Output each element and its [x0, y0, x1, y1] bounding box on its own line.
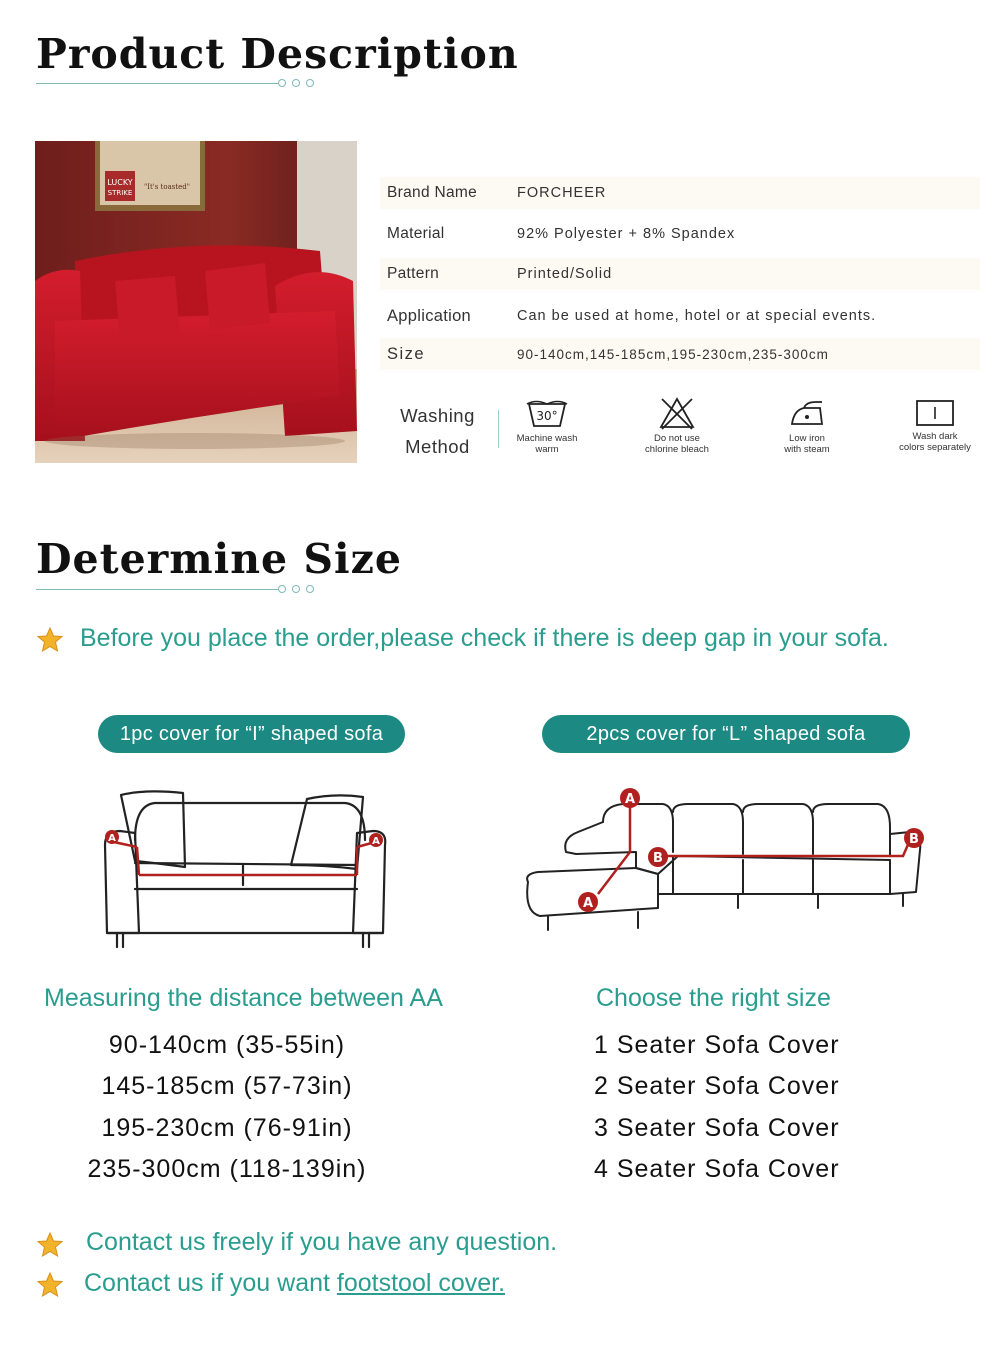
contact-footstool-text: Contact us if you want — [84, 1269, 337, 1297]
i-shape-label: 1pc cover for “I” shaped sofa — [98, 715, 405, 753]
measure-heading: Measuring the distance between AA — [44, 984, 443, 1012]
size-option: 195-230cm (76-91in) — [101, 1114, 353, 1142]
seater-option: 2 Seater Sofa Cover — [594, 1072, 840, 1100]
spec-value: FORCHEER — [517, 185, 607, 201]
gap-notice: Before you place the order,please check if there is deep gap in your sofa. — [80, 624, 889, 652]
contact-footstool — [84, 1269, 505, 1298]
wash-30-icon: 30° Machine wash warm — [492, 398, 602, 455]
spec-value: Can be used at home, hotel or at special events. — [517, 308, 877, 324]
l-shaped-sofa-diagram — [518, 782, 933, 942]
spec-value: 90-140cm,145-185cm,195-230cm,235-300cm — [517, 346, 829, 362]
product-photo — [35, 141, 357, 463]
svg-text:LUCKY: LUCKY — [107, 178, 133, 187]
footstool-cover-link[interactable]: footstool cover. — [336, 1269, 506, 1297]
star-icon — [36, 1231, 64, 1259]
seater-option: 4 Seater Sofa Cover — [594, 1155, 840, 1183]
choose-size-heading: Choose the right size — [596, 984, 831, 1012]
spec-label: Pattern — [387, 265, 440, 282]
spec-label: Brand Name — [387, 184, 478, 201]
size-option: 235-300cm (118-139in) — [87, 1155, 367, 1183]
spec-row-application — [380, 300, 980, 332]
seater-option: 1 Seater Sofa Cover — [594, 1031, 840, 1059]
l-shape-label: 2pcs cover for “L” shaped sofa — [542, 715, 910, 753]
wash-dark-icon: Wash dark colors separately — [880, 398, 990, 453]
svg-text:B: B — [653, 851, 663, 866]
spec-row-brand — [380, 177, 980, 209]
svg-text:A: A — [624, 792, 636, 807]
size-option: 145-185cm (57-73in) — [101, 1072, 353, 1100]
svg-text:A: A — [108, 833, 116, 844]
product-description-title: Product Description — [36, 30, 519, 78]
seater-option: 3 Seater Sofa Cover — [594, 1114, 840, 1142]
svg-text:"It's toasted": "It's toasted" — [144, 183, 190, 191]
svg-text:A: A — [372, 836, 380, 847]
svg-text:STRIKE: STRIKE — [107, 189, 133, 197]
spec-row-pattern — [380, 258, 980, 290]
spec-value: Printed/Solid — [517, 266, 613, 282]
star-icon — [36, 626, 64, 654]
spec-label: Application — [387, 306, 472, 325]
determine-size-title: Determine Size — [36, 535, 402, 583]
title-underline — [36, 83, 326, 85]
title-underline — [36, 589, 326, 591]
star-icon — [36, 1271, 64, 1299]
no-bleach-icon: Do not use chlorine bleach — [622, 396, 732, 455]
svg-text:30°: 30° — [536, 409, 558, 423]
i-shaped-sofa-diagram — [95, 785, 395, 955]
svg-text:A: A — [582, 896, 594, 911]
spec-row-size — [380, 338, 980, 370]
washing-method-label: Washing Method — [400, 405, 475, 457]
spec-label: Size — [387, 344, 426, 363]
spec-row-material — [380, 218, 980, 250]
spec-value: 92% Polyester + 8% Spandex — [517, 226, 736, 242]
spec-label: Material — [387, 225, 445, 242]
contact-question: Contact us freely if you have any question. — [86, 1228, 558, 1256]
svg-text:B: B — [909, 832, 919, 847]
size-option: 90-140cm (35-55in) — [108, 1031, 346, 1059]
low-iron-icon: Low iron with steam — [752, 398, 862, 455]
